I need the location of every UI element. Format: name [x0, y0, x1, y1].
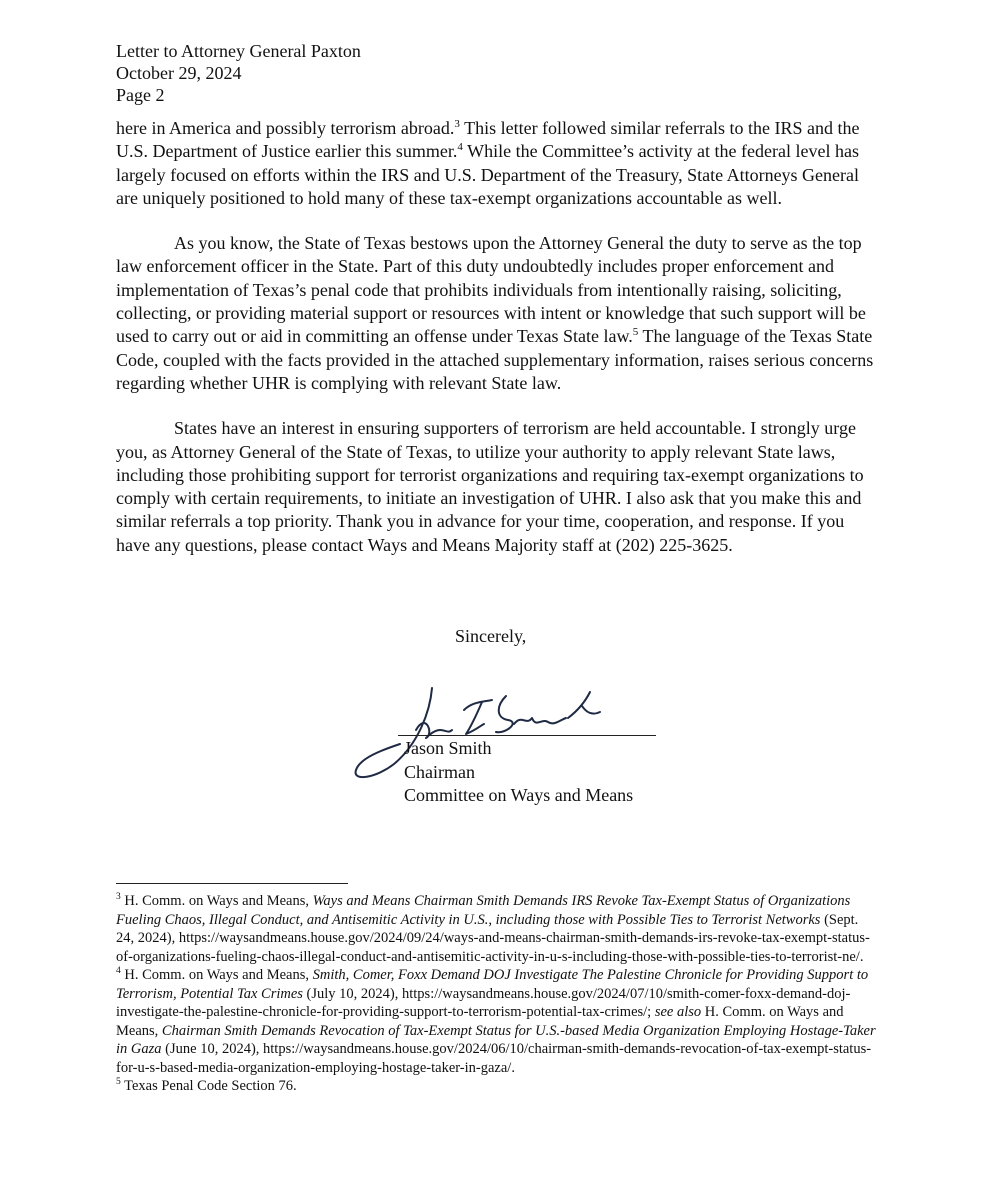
- footnote-5-number: 5: [116, 1077, 121, 1088]
- footnote-4-see-also: see also: [654, 1004, 702, 1020]
- footnote-4-text-d: (June 10, 2024), https://waysandmeans.house.gov/2024/06/10/chairman-smith-demands-revocation-of-tax-exempt-status-for-u-s-based-media-organization-employing-hostage-taker-in-gaza/.: [116, 1041, 872, 1076]
- paragraph-3: States have an interest in ensuring supporters of terrorism are held accountable. I strongly urge you, as Attorney General of the State of Texas, to utilize your authority to apply relevant State laws, including those prohibiting support for terrorist organizations and requiring tax-exempt organizations to comply with certain requirements, to initiate an investigation of UHR. I also ask that you make this and similar referrals a top priority. Thank you in advance for your time, cooperation, and response. If you have any questions, please contact Ways and Means Majority staff at (202) 225-3625.: [116, 418, 864, 555]
- footnote-4-number: 4: [116, 966, 121, 977]
- footnote-4-title-1: Smith, Comer, Foxx Demand DOJ Investigate The Palestine Chronicle for Providing Support to Terrorism, Potential Tax Crimes: [116, 967, 869, 1002]
- closing-salutation: Sincerely,: [455, 626, 527, 646]
- paragraph-1-text-a: here in America and possibly terrorism abroad.: [116, 118, 455, 138]
- footnote-4-text-c: H. Comm. on Ways and Means,: [116, 1004, 844, 1039]
- letter-body: [116, 117, 876, 579]
- letter-header: [116, 40, 361, 106]
- header-recipient-line: Letter to Attorney General Paxton: [116, 41, 361, 61]
- signer-name: Jason Smith: [404, 738, 492, 758]
- footnote-ref-5: 5: [632, 326, 639, 339]
- signer-committee: Committee on Ways and Means: [404, 785, 634, 805]
- paragraph-1: [116, 117, 876, 210]
- footnote-4-text-b: (July 10, 2024), https://waysandmeans.house.gov/2024/07/10/smith-comer-foxx-demand-doj-investigate-the-palestine-chronicle-for-providing-support-to-terrorism-potential-tax-crimes/;: [116, 985, 851, 1020]
- paragraph-2-text-b: The language of the Texas State Code, coupled with the facts provided in the attached supplementary information, raises serious concerns regarding whether UHR is complying with relevant State law.: [116, 326, 874, 393]
- footnote-separator: [116, 883, 348, 884]
- footnote-3-text-b: (Sept. 24, 2024), https://waysandmeans.house.gov/2024/09/24/ways-and-means-chairman-smith-demands-irs-revoke-tax-exempt-status-of-organizations-fueling-chaos-illegal-conduct-and-antisemitic-activity-in-u-s-including-those-with-possible-ties-to-terrorist-ne/.: [116, 911, 870, 965]
- footnote-5: [116, 1077, 876, 1096]
- signer-block: [404, 737, 633, 808]
- footnote-4-text-a: H. Comm. on Ways and Means,: [120, 967, 313, 983]
- paragraph-2: [116, 232, 876, 395]
- footnote-3-text-a: H. Comm. on Ways and Means,: [120, 893, 313, 909]
- footnote-3-number: 3: [116, 892, 121, 903]
- paragraph-2-text-a: As you know, the State of Texas bestows upon the Attorney General the duty to serve as the top law enforcement officer in the State. Part of this duty undoubtedly includes proper enforcement and implementation of Texas’s penal code that prohibits individuals from intentionally raising, soliciting, collecting, or providing material support or resources with intent or knowledge that such support will be used to carry out or aid in committing an offense under Texas State law.: [116, 233, 866, 347]
- paragraph-1-text-b: This letter followed similar referrals to the IRS and the U.S. Department of Justice earlier this summer.: [116, 118, 860, 162]
- footnote-3: [116, 892, 876, 966]
- footnote-4-title-2: Chairman Smith Demands Revocation of Tax-Exempt Status for U.S.-based Media Organization Employing Hostage-Taker in Gaza: [116, 1022, 876, 1057]
- footnote-5-text: Texas Penal Code Section 76.: [120, 1078, 297, 1094]
- footnote-3-title: Ways and Means Chairman Smith Demands IRS Revoke Tax-Exempt Status of Organizations Fueling Chaos, Illegal Conduct, and Antisemitic Activity in U.S., including those with Possible Ties to Terrorist Networks: [116, 893, 851, 928]
- footnote-ref-4: 4: [457, 141, 463, 154]
- footnotes: [116, 892, 876, 1096]
- footnote-4: [116, 966, 876, 1077]
- signature-line: [398, 735, 656, 736]
- paragraph-1-text-c: While the Committee’s activity at the federal level has largely focused on efforts within the IRS and U.S. Department of the Treasury, State Attorneys General are uniquely positioned to hold many of these tax-exempt organizations accountable as well.: [116, 141, 860, 208]
- header-date-line: October 29, 2024: [116, 63, 242, 83]
- footnote-ref-3: 3: [454, 118, 460, 130]
- header-page-line: Page 2: [116, 85, 165, 105]
- signer-title: Chairman: [404, 761, 475, 782]
